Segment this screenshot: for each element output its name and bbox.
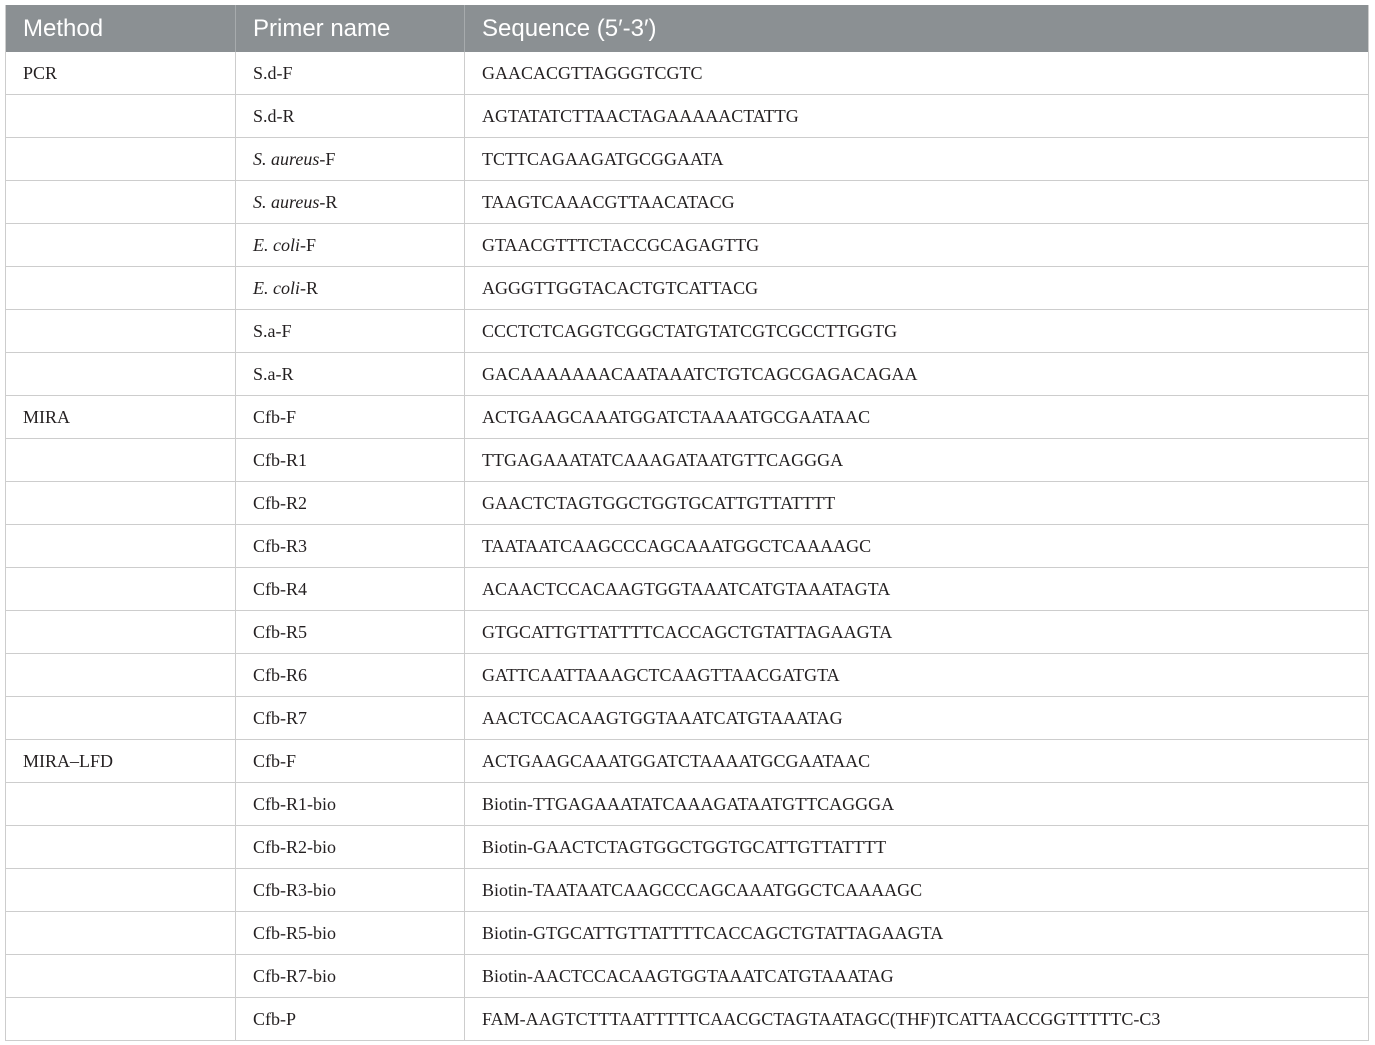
primer-name-cell xyxy=(235,998,464,1040)
method-cell xyxy=(6,697,235,739)
primer-name-cell xyxy=(235,439,464,481)
method-cell xyxy=(6,912,235,954)
table-row xyxy=(6,52,1368,95)
method-column-header: Method xyxy=(23,14,104,42)
table-row xyxy=(6,740,1368,783)
primer-name-cell xyxy=(235,955,464,997)
primer-name-text: Cfb-R4 xyxy=(253,578,307,599)
primer-name-cell xyxy=(235,697,464,739)
method-cell xyxy=(6,95,235,137)
primer-name-text: Cfb-P xyxy=(253,1008,297,1029)
method-cell xyxy=(6,998,235,1040)
sequence-cell: TAATAATCAAGCCCAGCAAATGGCTCAAAAGC xyxy=(464,525,1368,567)
primer-name-text: Cfb-R3 xyxy=(253,535,307,556)
sequence-cell: AGTATATCTTAACTAGAAAAACTATTG xyxy=(464,95,1368,137)
table-row xyxy=(6,697,1368,740)
method-cell xyxy=(6,826,235,868)
sequence-cell: Biotin-TAATAATCAAGCCCAGCAAATGGCTCAAAAGC xyxy=(464,869,1368,911)
sequence-cell: ACTGAAGCAAATGGATCTAAAATGCGAATAAC xyxy=(464,740,1368,782)
primer-name-text: -F xyxy=(300,234,317,255)
table-row xyxy=(6,138,1368,181)
primer-name-text: S.d-R xyxy=(253,105,295,126)
primer-name-column-header: Primer name xyxy=(235,5,464,52)
primer-name-cell xyxy=(235,224,464,266)
method-cell xyxy=(6,267,235,309)
sequence-cell: Biotin-GAACTCTAGTGGCTGGTGCATTGTTATTTT xyxy=(464,826,1368,868)
primer-name-text: Cfb-R5 xyxy=(253,621,307,642)
primer-name-cell xyxy=(235,138,464,180)
sequence-cell: GACAAAAAAACAATAAATCTGTCAGCGAGACAGAA xyxy=(464,353,1368,395)
primer-name-cell xyxy=(235,912,464,954)
method-cell xyxy=(6,955,235,997)
table-row xyxy=(6,525,1368,568)
primer-name-text: Cfb-R2 xyxy=(253,492,307,513)
table-row xyxy=(6,654,1368,697)
method-cell xyxy=(6,353,235,395)
primer-name-text: Cfb-R7-bio xyxy=(253,965,336,986)
sequence-cell: GATTCAATTAAAGCTCAAGTTAACGATGTA xyxy=(464,654,1368,696)
primer-name-cell xyxy=(235,353,464,395)
table-row xyxy=(6,912,1368,955)
primer-name-text: Cfb-F xyxy=(253,750,297,771)
method-cell xyxy=(6,525,235,567)
primer-name-text: -F xyxy=(319,148,336,169)
method-cell xyxy=(6,439,235,481)
primer-name-species: E. coli xyxy=(253,277,300,298)
table-header-row xyxy=(6,5,1368,52)
table-row xyxy=(6,783,1368,826)
primer-name-cell xyxy=(235,267,464,309)
table-row xyxy=(6,611,1368,654)
primer-name-text: S.a-R xyxy=(253,363,294,384)
primer-name-cell xyxy=(235,482,464,524)
primer-name-cell xyxy=(235,568,464,610)
method-cell xyxy=(6,310,235,352)
table-row xyxy=(6,482,1368,525)
primer-name-text: Cfb-R1-bio xyxy=(253,793,336,814)
primer-name-species: S. aureus xyxy=(253,148,320,169)
table-row xyxy=(6,224,1368,267)
primer-name-text: S.a-F xyxy=(253,320,292,341)
primer-name-cell xyxy=(235,869,464,911)
method-cell xyxy=(6,869,235,911)
sequence-cell: TCTTCAGAAGATGCGGAATA xyxy=(464,138,1368,180)
sequence-cell: Biotin-AACTCCACAAGTGGTAAATCATGTAAATAG xyxy=(464,955,1368,997)
table-row xyxy=(6,955,1368,998)
primer-name-text: S.d-F xyxy=(253,62,293,83)
method-cell xyxy=(6,783,235,825)
primer-name-text: Cfb-R5-bio xyxy=(253,922,336,943)
primer-name-cell xyxy=(235,826,464,868)
primer-name-cell xyxy=(235,611,464,653)
table-row xyxy=(6,267,1368,310)
primer-name-cell xyxy=(235,310,464,352)
table-body xyxy=(6,52,1368,1041)
sequence-cell: ACTGAAGCAAATGGATCTAAAATGCGAATAAC xyxy=(464,396,1368,438)
primer-name-cell xyxy=(235,95,464,137)
method-cell xyxy=(6,654,235,696)
sequence-cell: GAACTCTAGTGGCTGGTGCATTGTTATTTT xyxy=(464,482,1368,524)
table-row xyxy=(6,353,1368,396)
primer-name-cell xyxy=(235,783,464,825)
primer-name-text: Cfb-F xyxy=(253,406,297,427)
table-row xyxy=(6,568,1368,611)
sequence-cell: CCCTCTCAGGTCGGCTATGTATCGTCGCCTTGGTG xyxy=(464,310,1368,352)
sequence-cell: FAM-AAGTCTTTAATTTTTCAACGCTAGTAATAGC(THF)TCATTAACCGGTTTTTC-C3 xyxy=(464,998,1368,1040)
primer-name-text: Cfb-R7 xyxy=(253,707,307,728)
method-cell xyxy=(6,181,235,223)
sequence-cell: AACTCCACAAGTGGTAAATCATGTAAATAG xyxy=(464,697,1368,739)
sequence-cell: GTAACGTTTCTACCGCAGAGTTG xyxy=(464,224,1368,266)
method-cell: MIRA xyxy=(23,406,71,427)
table-row xyxy=(6,998,1368,1041)
sequence-cell: Biotin-GTGCATTGTTATTTTCACCAGCTGTATTAGAAGTA xyxy=(464,912,1368,954)
method-cell: PCR xyxy=(23,62,58,83)
table-row xyxy=(6,95,1368,138)
table-row xyxy=(6,181,1368,224)
primer-name-species: S. aureus xyxy=(253,191,320,212)
method-cell: MIRA–LFD xyxy=(23,750,114,771)
sequence-cell: GAACACGTTAGGGTCGTC xyxy=(464,52,1368,94)
primer-name-text: Cfb-R3-bio xyxy=(253,879,336,900)
sequence-cell: Biotin-TTGAGAAATATCAAAGATAATGTTCAGGGA xyxy=(464,783,1368,825)
sequence-cell: GTGCATTGTTATTTTCACCAGCTGTATTAGAAGTA xyxy=(464,611,1368,653)
primer-name-text: -R xyxy=(319,191,338,212)
primer-name-cell xyxy=(235,654,464,696)
table-row xyxy=(6,869,1368,912)
sequence-cell: TAAGTCAAACGTTAACATACG xyxy=(464,181,1368,223)
method-cell xyxy=(6,568,235,610)
table-row xyxy=(6,826,1368,869)
primer-name-text: Cfb-R2-bio xyxy=(253,836,336,857)
sequence-cell: TTGAGAAATATCAAAGATAATGTTCAGGGA xyxy=(464,439,1368,481)
primer-name-text: -R xyxy=(300,277,318,298)
method-cell xyxy=(6,611,235,653)
sequence-cell: AGGGTTGGTACACTGTCATTACG xyxy=(464,267,1368,309)
method-cell xyxy=(6,138,235,180)
table-row xyxy=(6,439,1368,482)
sequence-cell: ACAACTCCACAAGTGGTAAATCATGTAAATAGTA xyxy=(464,568,1368,610)
primer-name-text: Cfb-R1 xyxy=(253,449,307,470)
primer-name-cell xyxy=(235,525,464,567)
table-row xyxy=(6,310,1368,353)
primer-name-species: E. coli xyxy=(253,234,300,255)
primer-name-cell xyxy=(235,740,464,782)
primer-name-cell xyxy=(235,52,464,94)
primer-table xyxy=(5,5,1369,1041)
primer-name-text: Cfb-R6 xyxy=(253,664,307,685)
table-row xyxy=(6,396,1368,439)
method-cell xyxy=(6,482,235,524)
sequence-column-header: Sequence (5′-3′) xyxy=(464,5,1368,52)
method-cell xyxy=(6,224,235,266)
primer-name-cell xyxy=(235,181,464,223)
primer-name-cell xyxy=(235,396,464,438)
